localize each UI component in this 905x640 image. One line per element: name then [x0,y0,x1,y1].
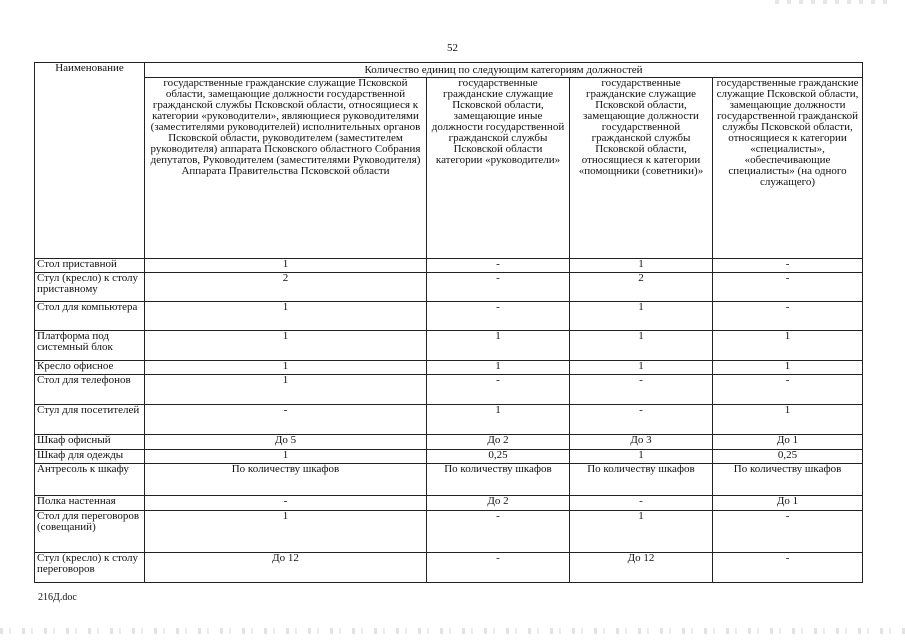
table-row [35,553,863,583]
row-value: 1 [145,375,427,405]
row-value: 1 [427,405,570,435]
row-name: Платформа под системный блок [35,331,145,361]
row-value: - [570,375,713,405]
row-value: - [427,375,570,405]
row-value: 0,25 [713,450,863,464]
row-value: - [570,496,713,511]
row-value: 1 [427,331,570,361]
row-value: 1 [713,361,863,375]
row-value: До 2 [427,435,570,450]
row-value: 1 [570,450,713,464]
table-row [35,302,863,331]
row-value: - [713,553,863,583]
row-value: 1 [145,361,427,375]
row-value: - [427,553,570,583]
row-value: 1 [570,361,713,375]
scan-artifact-bottom [0,628,905,634]
row-name: Полка настенная [35,496,145,511]
row-value: 1 [570,511,713,553]
table-row [35,511,863,553]
table-row [35,435,863,450]
category-header-3: государственные гражданские служащие Псковской области, замещающие должности государственной гражданской службы Псковской области, относящиеся к категории «помощники (советники)» [570,78,713,259]
row-value: До 3 [570,435,713,450]
row-value: 0,25 [427,450,570,464]
table-row [35,496,863,511]
scan-artifact-top [775,0,895,4]
row-value: 2 [570,273,713,302]
category-header-row [35,78,863,259]
row-name: Антресоль к шкафу [35,464,145,496]
table-header-row [35,63,863,78]
row-value: До 2 [427,496,570,511]
table-row [35,259,863,273]
row-value: - [713,375,863,405]
row-value: 1 [145,259,427,273]
row-value: - [713,302,863,331]
table-row [35,375,863,405]
row-value: 1 [570,302,713,331]
row-value: По количеству шкафов [427,464,570,496]
row-value: 1 [145,302,427,331]
row-value: 1 [570,259,713,273]
row-value: - [427,259,570,273]
table-row [35,450,863,464]
row-name: Стул (кресло) к столу приставному [35,273,145,302]
table-row [35,464,863,496]
row-value: 1 [145,511,427,553]
column-header-name: Наименование [35,63,145,259]
footer-filename: 216Д.doc [38,592,77,603]
row-name: Шкаф офисный [35,435,145,450]
row-value: - [713,259,863,273]
row-name: Стол для переговоров (совещаний) [35,511,145,553]
row-value: До 12 [145,553,427,583]
row-value: 2 [145,273,427,302]
row-name: Стол для компьютера [35,302,145,331]
column-group-header: Количество единиц по следующим категориям должностей [145,63,863,78]
row-value: - [570,405,713,435]
row-name: Стул (кресло) к столу переговоров [35,553,145,583]
row-value: По количеству шкафов [570,464,713,496]
row-name: Стол для телефонов [35,375,145,405]
row-name: Шкаф для одежды [35,450,145,464]
row-name: Кресло офисное [35,361,145,375]
row-value: По количеству шкафов [713,464,863,496]
row-value: 1 [145,331,427,361]
table-row [35,405,863,435]
row-value: - [427,511,570,553]
table-row [35,331,863,361]
row-name: Стол приставной [35,259,145,273]
row-value: - [427,302,570,331]
table-row [35,361,863,375]
row-value: 1 [713,405,863,435]
row-name: Стул для посетителей [35,405,145,435]
row-value: До 12 [570,553,713,583]
furniture-norms-table [34,62,863,583]
row-value: - [713,511,863,553]
row-value: - [427,273,570,302]
row-value: 1 [145,450,427,464]
row-value: - [713,273,863,302]
table-row [35,273,863,302]
row-value: 1 [570,331,713,361]
row-value: 1 [713,331,863,361]
row-value: 1 [427,361,570,375]
row-value: До 1 [713,496,863,511]
row-value: До 5 [145,435,427,450]
page-number: 52 [447,42,458,54]
category-header-2: государственные гражданские служащие Псковской области, замещающие иные должности государственной гражданской службы Псковской области категории «руководители» [427,78,570,259]
row-value: - [145,405,427,435]
row-value: По количеству шкафов [145,464,427,496]
row-value: До 1 [713,435,863,450]
category-header-1: государственные гражданские служащие Псковской области, замещающие должности государственной гражданской службы Псковской области, относящиеся к категории «руководители», являющиеся руководителями (заместителями руководителей) исполнительных органов Псковской области, руководителем (заместителем руководителя) аппарата Псковского областного Собрания депутатов, Руководителем (заместителями Руководителя) Аппарата Правительства Псковской области [145,78,427,259]
row-value: - [145,496,427,511]
category-header-4: государственные гражданские служащие Псковской области, замещающие должности государственной гражданской службы Псковской области, относящиеся к категории «специалисты», «обеспечивающие специалисты» (на одного служащего) [713,78,863,259]
